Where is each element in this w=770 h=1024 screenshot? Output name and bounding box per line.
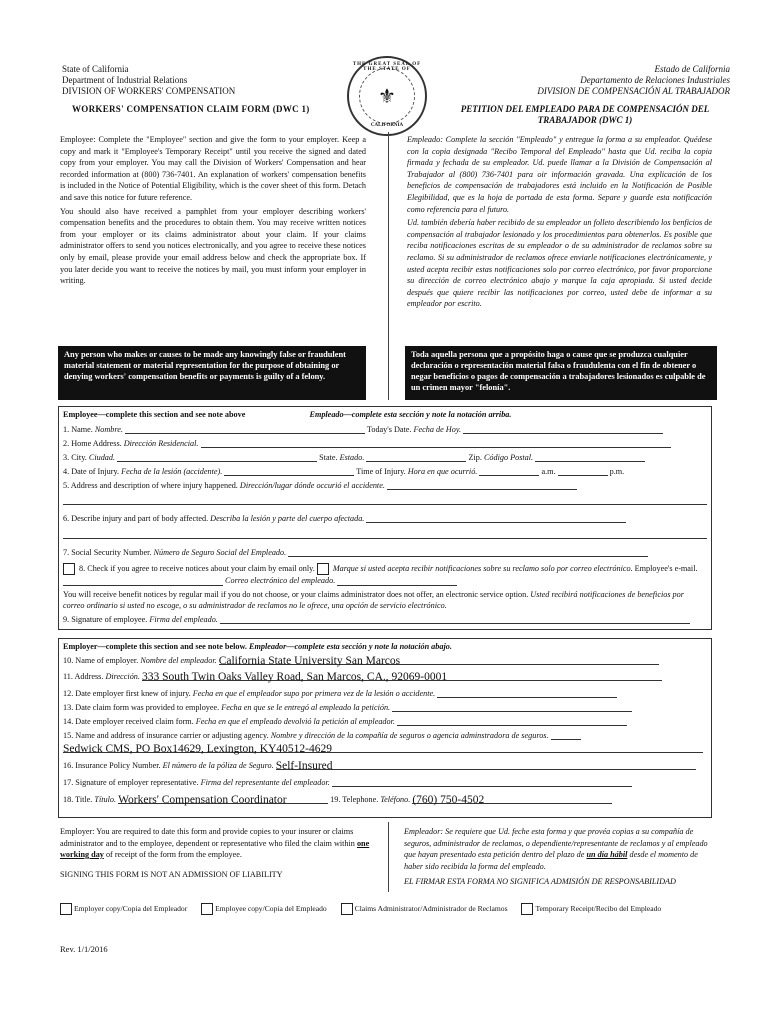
heading-es: Empleador—complete esta sección y note la notación abajo.: [249, 642, 452, 651]
carrier-input[interactable]: [551, 730, 581, 740]
field-8-note: [63, 590, 707, 611]
field-label-es: Firma del empleado.: [149, 615, 218, 624]
liability-note-en: SIGNING THIS FORM IS NOT AN ADMISSION OF LIABILITY: [60, 869, 283, 879]
header-line: Departamento de Relaciones Industriales: [580, 75, 730, 85]
field-label: 12. Date employer first knew of injury.: [63, 689, 191, 698]
field-label-es: Fecha de la lesión (accidente).: [121, 467, 223, 476]
copy-label: Claims Administrator/Administrador de Reclamos: [354, 903, 508, 913]
field-17-employer-signature: [63, 777, 707, 787]
field-label-es: Dirección.: [105, 672, 140, 681]
field-label: State.: [319, 453, 338, 462]
employer-section-heading: [63, 642, 707, 651]
heading-en: Employee—complete this section and see note above: [63, 410, 246, 419]
field-4-injury-date: [63, 466, 707, 476]
field-label-es: Fecha en que se le entregó al empleado la petición.: [221, 703, 391, 712]
injury-description-input[interactable]: [366, 513, 626, 523]
field-5-location: [63, 480, 707, 490]
header-line: DIVISION OF WORKERS' COMPENSATION: [62, 86, 236, 96]
agency-header-es: [537, 64, 730, 97]
date-knew-input[interactable]: [437, 688, 617, 698]
note-text: desde el momento de haber sido recibida la forma del empleado.: [404, 850, 698, 871]
copy-label: Employer copy/Copia del Empleador: [74, 903, 188, 913]
field-label: Time of Injury.: [356, 467, 406, 476]
fraud-warning-es: Toda aquella persona que a propósito haga o cause que se produzca cualquier declaración o representación material falsa o fraudulenta con el fin de obtener o negar beneficios o pagos de compensación a trabajadores lesionados es culpable de un crimen mayor "felonía".: [405, 346, 717, 400]
field-label: 17. Signature of employer representative.: [63, 778, 199, 787]
state-seal-icon: [347, 56, 427, 136]
field-15-value-row: [63, 743, 707, 753]
instruction-paragraph: Empleado: Complete la sección "Empleado" y entregue la forma a su empleador. Quédese con la copia designada "Recibo Temporal del Empleado" hasta que Ud. reciba la copia firmada y fechada de su empleador. Ud. puede llamar a la División de Compensación al Trabajador al (800) 736-7401 para oir información gravada. Una explicación de los beneficios de compensación de trabajadores está incluido en la Notificación de Posible Elegibilidad, que es la hoja de portada de esta forma. Separe y guarde esta notificación como referencia para el futuro.: [407, 135, 712, 214]
field-label: 11. Address.: [63, 672, 104, 681]
liability-note-es: EL FIRMAR ESTA FORMA NO SIGNIFICA ADMISIÓN DE RESPONSABILIDAD: [404, 877, 676, 886]
field-label-es: El número de la póliza de Seguro.: [162, 761, 274, 770]
telephone-input[interactable]: (760) 750-4502: [412, 794, 612, 804]
column-divider: [388, 132, 389, 400]
copy-item: [201, 904, 327, 913]
employee-signature-input[interactable]: [220, 614, 690, 624]
pm-label: p.m.: [609, 467, 625, 476]
field-label-es: Número de Seguro Social del Empleado.: [153, 548, 287, 557]
copy-item: [341, 904, 508, 913]
copy-label: Temporary Receipt/Recibo del Empleado: [535, 903, 662, 913]
field-label: 1. Name.: [63, 425, 93, 434]
column-divider: [388, 822, 389, 892]
am-label: a.m.: [541, 467, 556, 476]
field-label-es: Dirección/lugar dónde occurió el accidente.: [239, 481, 385, 490]
field-10-employer-name: [63, 655, 707, 665]
field-label-es: Describa la lesión y parte del cuerpo afectada.: [210, 514, 365, 523]
bear-icon: ⚜: [359, 68, 415, 124]
form-title-es: PETITION DEL EMPLEADO PARA DE COMPENSACIÓN DEL TRABAJADOR (DWC 1): [460, 104, 710, 125]
employer-note-es: [404, 826, 712, 888]
todays-date-input[interactable]: [463, 424, 663, 434]
copy-item: [60, 904, 187, 913]
field-label: 3. City.: [63, 453, 87, 462]
email-note-es: Usted recibirá notificaciones de beneficios por correo ordinario si usted no escoge, o su administrador de reclamos no le ofrece, una opción de servicio electrónico.: [63, 590, 684, 610]
state-input[interactable]: [366, 452, 466, 462]
field-label: Zip.: [468, 453, 482, 462]
header-line: Estado de California: [654, 64, 730, 74]
employer-section: [58, 638, 712, 818]
employer-note-en: [60, 826, 376, 880]
employee-section-heading: [63, 410, 707, 419]
field-label-es: Ciudad.: [88, 453, 116, 462]
date-received-input[interactable]: [397, 716, 627, 726]
field-label-es: Código Postal.: [483, 453, 534, 462]
employee-section: [58, 406, 712, 630]
field-label: 4. Date of Injury.: [63, 467, 120, 476]
header-line: DIVISION DE COMPENSACIÓN AL TRABAJADOR: [537, 86, 730, 96]
field-15-insurance-carrier: [63, 730, 707, 740]
city-input[interactable]: [117, 452, 317, 462]
field-3-city: [63, 452, 707, 462]
seal-bottom-text: CALIFORNIA: [370, 123, 404, 128]
heading-es: Empleado—complete esta sección y note la notación arriba.: [309, 410, 512, 419]
field-16-policy-number: [63, 760, 707, 770]
carrier-address-input[interactable]: Sedwick CMS, PO Box14629, Lexington, KY40512-4629: [63, 743, 703, 753]
field-8-email-consent: [63, 563, 707, 586]
form-title-en: WORKERS' COMPENSATION CLAIM FORM (DWC 1): [72, 104, 310, 114]
note-text: Employer: You are required to date this form and provide copies to your insurer or claims administrator and to the employee, dependent or representative who filed the claim within: [60, 827, 357, 848]
injury-date-input[interactable]: [224, 466, 354, 476]
field-label-es: Título.: [94, 795, 117, 804]
date-provided-input[interactable]: [392, 702, 632, 712]
field-label: 10. Name of employer.: [63, 656, 139, 665]
field-label: 7. Social Security Number.: [63, 548, 152, 557]
employer-address-input[interactable]: 333 South Twin Oaks Valley Road, San Marcos, CA., 92069-0001: [142, 671, 662, 681]
ssn-input[interactable]: [288, 547, 648, 557]
field-label: 19. Telephone.: [330, 795, 379, 804]
field-label: 15. Name and address of insurance carrier or adjusting agency.: [63, 731, 269, 740]
policy-number-input[interactable]: Self-Insured: [276, 760, 696, 770]
instructions-en: [60, 134, 366, 289]
instruction-paragraph: You should also have received a pamphlet from your employer describing workers' compensation benefits and the procedures to obtain them. You may receive written notices from your employer or its claims administrator about your claim. If your claims administrator offers to send you notices electronically, and you agree to receive these notices only by email, please provide your email address below and check the appropriate box. If you later decide you want to receive the notices by mail, you must inform your employer in writing.: [60, 206, 366, 286]
field-label: 8. Check if you agree to receive notices about your claim by email only.: [79, 564, 315, 573]
instruction-paragraph: Employee: Complete the "Employee" section and give the form to your employer. Keep a copy and mark it "Employee's Temporary Receipt" until you receive the signed and dated copy from your employer. You may call the Division of Workers' Compensation and hear recorded information at (800) 736-7401. An explanation of workers' compensation benefits is included in the Notice of Potential Eligibility, which is the cover sheet of this form. Detach and save this notice for future reference.: [60, 135, 366, 202]
injury-time-input[interactable]: [479, 466, 539, 476]
field-label: 13. Date claim form was provided to employee.: [63, 703, 220, 712]
seal-top-text: THE GREAT SEAL OF THE STATE OF: [352, 62, 422, 72]
copy-label: Employee copy/Copia del Empleado: [215, 903, 327, 913]
injury-location-input[interactable]: [387, 480, 577, 490]
field-label-es: Marque si usted acepta recibir notificaciones sobre su reclamo solo por correo electrónico.: [332, 564, 633, 573]
title-input[interactable]: Workers' Compensation Coordinator: [118, 794, 328, 804]
email-consent-checkbox[interactable]: [63, 563, 75, 575]
note-underline: one working day: [60, 838, 370, 859]
home-address-input[interactable]: [201, 438, 671, 448]
employer-signature-input[interactable]: [332, 777, 632, 787]
employee-email-input[interactable]: [63, 576, 223, 586]
field-12-first-knew: [63, 688, 707, 698]
copy-checkbox[interactable]: [60, 903, 72, 915]
field-13-form-provided: [63, 702, 707, 712]
note-underline: un día hábil: [586, 850, 628, 859]
field-label: Today's Date.: [366, 425, 412, 434]
field-label-es: Fecha en que el empleado devolvió la petición al empleador.: [195, 717, 395, 726]
instruction-paragraph: Ud. también debería haber recibido de su empleador un folleto describiendo los benficios de compensación al trabajador lesionado y los procedimientos para obtenerlos. Es posible que reciba notificaciones escritas de su empleador o de su administrador de reclamos sobre su reclamo. Si su administrador de reclamos ofrece enviarle notificaciones electrónicamente, y usted acepta recibir estas notificaciones solo por correo electrónico, por favor proporcione su dirección de correo electrónico abajo y marque la caja apropiada. Si usted decide después que quiere recibir las notificaciones por correo, usted debe de informar a su empleador por escrito.: [407, 218, 712, 309]
field-label: 6. Describe injury and part of body affected.: [63, 514, 209, 523]
agency-header-en: [62, 64, 235, 97]
field-label: 14. Date employer received claim form.: [63, 717, 194, 726]
copy-checkbox[interactable]: [341, 903, 353, 915]
employee-email-input-es[interactable]: [337, 576, 457, 586]
injury-location-line-2[interactable]: [63, 504, 707, 505]
injury-time-pm-input[interactable]: [558, 466, 608, 476]
field-label: 16. Insurance Policy Number.: [63, 761, 161, 770]
field-label-es: Fecha en que el empleador supo por primera vez de la lesión o accidente.: [192, 689, 436, 698]
employer-name-input[interactable]: California State University San Marcos: [219, 655, 659, 665]
field-6-injury-description: [63, 513, 707, 523]
field-label-es: Fecha de Hoy.: [413, 425, 462, 434]
field-label-es: Firma del representante del empleador.: [200, 778, 330, 787]
field-label-es: Nombre.: [94, 425, 123, 434]
instructions-es: [407, 134, 712, 312]
field-label-es: Estado.: [339, 453, 365, 462]
field-7-ssn: [63, 547, 707, 557]
email-consent-checkbox-es[interactable]: [317, 563, 329, 575]
field-label: 2. Home Address.: [63, 439, 122, 448]
field-label: 5. Address and description of where injury happened.: [63, 481, 238, 490]
field-label: 9. Signature of employee.: [63, 615, 148, 624]
field-label-es: Correo electrónico del empleado.: [225, 576, 336, 586]
email-note-en: You will receive benefit notices by regular mail if you do not choose, or your claims administrator does not offer, an electronic service option.: [63, 590, 529, 599]
heading-en: Employer—complete this section and see note below.: [63, 642, 247, 651]
copy-item: [521, 904, 661, 913]
injury-description-line-2[interactable]: [63, 538, 707, 539]
note-text: Empleador: Se requiere que Ud. feche esta forma y que provéa copias a su compañía de seguros, administrador de reclamos, o dependiente/representante de reclamos y al empleado que hayan presentado esta petición dentro del plazo de: [404, 827, 708, 859]
copy-checkbox[interactable]: [201, 903, 213, 915]
field-label: Employee's e-mail.: [634, 564, 698, 573]
field-label-es: Nombre y dirección de la compañía de seguros o agencia adminstradora de seguros.: [270, 731, 549, 740]
field-label-es: Teléfono.: [380, 795, 411, 804]
revision-date: Rev. 1/1/2016: [60, 944, 108, 954]
field-label-es: Hora en que ocurrió.: [407, 467, 478, 476]
field-label-es: Nombre del empleador.: [140, 656, 217, 665]
field-11-employer-address: [63, 671, 707, 681]
field-label-es: Dirección Residencial.: [123, 439, 199, 448]
field-label: 18. Title.: [63, 795, 93, 804]
field-1-name: [63, 424, 707, 434]
field-2-address: [63, 438, 707, 448]
header-line: State of California: [62, 64, 129, 74]
header-line: Department of Industrial Relations: [62, 75, 188, 85]
copy-checkbox[interactable]: [521, 903, 533, 915]
name-input[interactable]: [125, 424, 365, 434]
field-14-form-received: [63, 716, 707, 726]
copy-designations: [60, 903, 720, 915]
zip-input[interactable]: [535, 452, 645, 462]
note-text: of receipt of the form from the employee.: [103, 850, 242, 859]
fraud-warning-en: Any person who makes or causes to be made any knowingly false or fraudulent material statement or material representation for the purpose of obtaining or denying workers' compensation benefits or payments is guilty of a felony.: [58, 346, 366, 400]
field-18-title: [63, 794, 707, 804]
field-9-signature: [63, 614, 707, 624]
